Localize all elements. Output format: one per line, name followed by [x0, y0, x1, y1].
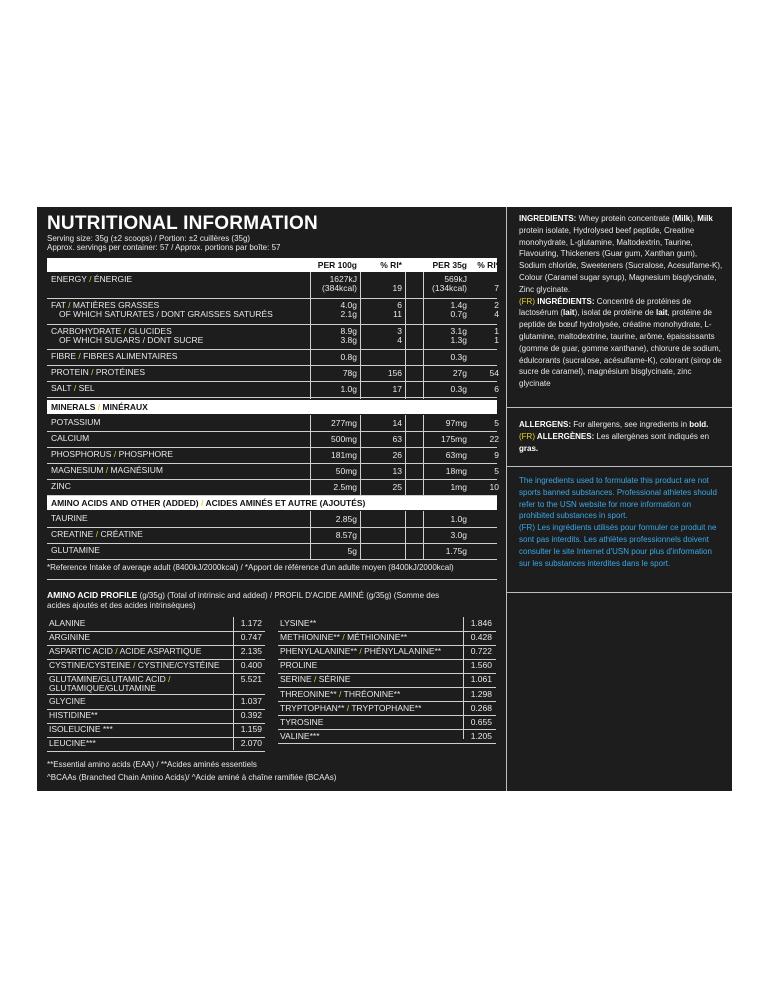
label-slash: /: [71, 383, 79, 393]
cell: 500mg: [331, 434, 357, 444]
label-fr: PHOSPHORE: [118, 449, 173, 459]
row-label: [51, 465, 163, 475]
label-slash: /: [311, 674, 319, 685]
amino-fr: PHÉNYLALANINE**: [364, 646, 442, 657]
amino-en: METHIONINE**: [280, 632, 340, 643]
cell: 5: [494, 418, 499, 428]
amino-label: [49, 660, 220, 670]
amino-en: HISTIDINE**: [49, 710, 98, 721]
cell: 1.75g: [445, 546, 467, 556]
table-row: [47, 465, 497, 479]
amino-value: 0.428: [470, 632, 492, 643]
table-row: [47, 529, 497, 543]
amino-profile-title: [47, 590, 439, 600]
cell: 63: [392, 434, 402, 444]
nutrition-facts-section: [37, 207, 506, 791]
amino-value: 5.521: [240, 674, 262, 685]
table-row: [47, 513, 497, 527]
column-line: [405, 511, 406, 559]
allergens: [519, 419, 724, 454]
cell: 1: [494, 326, 499, 336]
amino-label: [280, 632, 407, 642]
column-line: [360, 415, 361, 495]
cell: 54: [489, 368, 499, 378]
allergens-text-en: For allergens, see ingredients in: [571, 420, 690, 429]
row-divider: [47, 298, 497, 299]
table-header: [47, 258, 497, 272]
divider: [507, 592, 732, 593]
ingredients-text-fr: Concentré de protéines de lactosérum (lait), isolat de protéine de lait, protéine de peptide de bœuf hydrolysée, créatine monohydrate, L- glutamine, maltodextrine, taurine, arôme, épaississants (gomme de guar, gomme xanthane), chlorure de sodium, édulcorants (sucralose, acésulfame-K), colorant (sirop de sucre de caramel), magnésium bisglycinate, zinc glycinate: [519, 296, 722, 389]
cell: 4: [397, 335, 402, 345]
amino-en: PROLINE: [280, 660, 318, 671]
row-divider: [47, 463, 497, 464]
amino-label: [49, 618, 85, 628]
amino-en: CYSTINE/CYSTEINE: [49, 660, 131, 671]
label-en: ENERGY: [51, 274, 87, 284]
cell: 26: [392, 450, 402, 460]
sports-notice-fr: (FR) Les ingrédients utilisés pour formuler ce produit ne sont pas interdits. Les athlètes professionnels doivent consulter le site Internet d'USN pour plus d'information sur les substances interdites dans le sport.: [519, 523, 717, 568]
amino-value: 0.655: [470, 716, 492, 727]
label-en: ZINC: [51, 481, 71, 491]
cell: 7: [494, 283, 499, 293]
amino-footnote-1: **Essential amino acids (EAA) / **Acides aminés essentiels: [47, 760, 257, 769]
header-en: AMINO ACIDS AND OTHER (ADDED): [51, 498, 199, 508]
label-slash: /: [93, 529, 101, 539]
page-title: NUTRITIONAL INFORMATION: [47, 213, 318, 234]
cell: 1.0g: [340, 384, 357, 394]
amino-label: [49, 724, 113, 734]
cell: 5g: [347, 546, 357, 556]
label-fr: PROTÉINES: [95, 367, 145, 377]
ingredients-en: [519, 213, 724, 390]
cell: 1: [494, 335, 499, 345]
amino-en: TRYPTOPHAN**: [280, 702, 345, 713]
row-label: [51, 433, 89, 443]
cell: (384kcal): [322, 283, 357, 293]
amino-value: 0.747: [240, 632, 262, 643]
table-row: [47, 481, 497, 495]
label-en: SALT: [51, 383, 72, 393]
ingredients-label: INGREDIENTS:: [519, 214, 577, 223]
row-label: [51, 367, 145, 377]
label-slash: /: [103, 465, 111, 475]
cell: 4: [494, 309, 499, 319]
cell: 3: [397, 326, 402, 336]
cell: 277mg: [331, 418, 357, 428]
allergens-label-fr: ALLERGÈNES:: [535, 431, 595, 441]
label-slash: /: [344, 702, 352, 713]
header-label: [51, 498, 365, 508]
label-en: FAT: [51, 300, 66, 310]
amino-value: 2.135: [240, 646, 262, 657]
cell: 1.4g: [450, 300, 467, 310]
cell: 25: [392, 482, 402, 492]
amino-acids-header: [47, 496, 497, 510]
allergens-bold-en: bold.: [689, 420, 709, 429]
amino-label: [280, 717, 323, 727]
row-divider: [47, 447, 497, 448]
table-row: [47, 433, 497, 447]
label-slash: /: [121, 326, 129, 336]
row-label: [51, 545, 100, 555]
amino-en: TYROSINE: [280, 716, 324, 727]
cell: 1627kJ: [329, 274, 357, 284]
amino-en: THREONINE**: [280, 688, 337, 699]
label-fr: MAGNÉSIUM: [110, 465, 163, 475]
amino-en: VALINE***: [280, 730, 320, 741]
column-line: [423, 511, 424, 559]
column-line: [405, 415, 406, 495]
amino-label: [49, 738, 96, 748]
cell: 18mg: [445, 466, 467, 476]
row-divider: [47, 431, 497, 432]
amino-en: ASPARTIC ACID: [49, 646, 113, 657]
column-line: [310, 415, 311, 495]
row-divider: [47, 324, 497, 325]
cell: 3.0g: [450, 530, 467, 540]
column-line: [310, 511, 311, 559]
amino-value: 1.205: [470, 730, 492, 741]
row-label: [51, 513, 88, 523]
label-slash: /: [112, 646, 120, 657]
cell: 8.9g: [340, 326, 357, 336]
header-fr: MINÉRAUX: [102, 402, 148, 412]
column-line: [360, 272, 361, 399]
amino-label: [280, 731, 320, 741]
table-row: [47, 383, 497, 397]
label-en: POTASSIUM: [51, 417, 101, 427]
column-line: [423, 415, 424, 495]
amino-fr: ACIDE ASPARTIQUE: [119, 646, 202, 657]
cell: 6: [397, 300, 402, 310]
table-row: [47, 274, 497, 298]
column-line: [360, 511, 361, 559]
amino-profile-title-bold: AMINO ACID PROFILE: [47, 590, 138, 600]
table-row: [47, 351, 497, 365]
amino-label: [49, 632, 90, 642]
row-divider: [47, 559, 497, 560]
cell: 63mg: [445, 450, 467, 460]
cell: 181mg: [331, 450, 357, 460]
cell: 11: [393, 309, 402, 319]
fr-tag: (FR): [519, 296, 535, 306]
cell: 0.3g: [450, 352, 467, 362]
cell: 2: [494, 300, 499, 310]
amino-en: LYSINE**: [280, 618, 317, 628]
divider: [507, 466, 732, 467]
row-sublabel: OF WHICH SUGARS / DONT SUCRE: [59, 335, 204, 345]
cell: 17: [392, 384, 402, 394]
cell: 156: [387, 368, 402, 378]
cell: 6: [494, 384, 499, 394]
cell: 569kJ: [444, 274, 467, 284]
label-en: TAURINE: [51, 513, 88, 523]
row-label: [51, 449, 173, 459]
label-en: FIBRE: [51, 351, 77, 361]
header-slash: /: [95, 402, 103, 412]
amino-fr: MÉTHIONINE**: [347, 632, 408, 643]
label-en: CREATINE: [51, 529, 94, 539]
header-3: PER 35g: [432, 260, 467, 270]
amino-en: ISOLEUCINE ***: [49, 724, 113, 735]
cell: 22: [489, 434, 499, 444]
row-label: [51, 274, 132, 284]
amino-value: 1.846: [470, 618, 492, 628]
header-4: % RI*: [477, 260, 499, 270]
amino-label-line2: GLUTAMIQUE/GLUTAMINE: [49, 683, 156, 694]
label-fr: MATIÈRES GRASSES: [72, 300, 160, 310]
row-divider: [47, 381, 497, 382]
amino-value: 1.061: [470, 674, 492, 685]
row-sublabel: OF WHICH SATURATES / DONT GRAISSES SATURÉS: [59, 309, 273, 319]
amino-fr: THRÉONINE**: [343, 688, 401, 699]
sports-notice: [519, 475, 724, 569]
amino-value: 2.070: [240, 738, 262, 749]
label-slash: /: [88, 367, 96, 377]
label-slash: /: [111, 449, 119, 459]
cell: 50mg: [335, 466, 357, 476]
table-row: [47, 300, 497, 324]
row-divider: [47, 365, 497, 366]
header-label: [51, 402, 148, 412]
amino-en: ALANINE: [49, 618, 86, 628]
amino-en: SERINE: [280, 674, 312, 685]
serving-size: Serving size: 35g (±2 scoops) / Portion: ±2 cuillères (35g): [47, 234, 251, 243]
header-en: MINERALS: [51, 402, 96, 412]
label-slash: /: [65, 300, 73, 310]
table-row: [47, 545, 497, 559]
cell: 5: [494, 466, 499, 476]
row-divider: [47, 349, 497, 350]
cell: (134kcal): [432, 283, 467, 293]
cell: 97mg: [445, 418, 467, 428]
cell: 13: [392, 466, 402, 476]
row-divider: [47, 543, 497, 544]
amino-label: [280, 646, 441, 656]
ingredients-text-en: Whey protein concentrate (Milk), Milk protein isolate, Hydrolysed beef peptide, Creatine monohydrate, L-glutamine, Maltodextrin, Taurine, Flavouring, Thickeners (Guar gum, Xanthan gum), Sodium chloride, Sweeteners (Sucralose, Acesulfame-K), Colour (Caramel sugar syrup), Magnesium bisglycinate, Zinc glycinate.: [519, 214, 723, 294]
amino-value: 0.722: [470, 646, 492, 657]
amino-fr: CYSTINE/CYSTÉINE: [137, 660, 220, 671]
label-fr: ÉNERGIE: [93, 274, 133, 284]
amino-profile-title-line2: acides ajoutés et des acides intrinsèques): [47, 601, 196, 610]
amino-divider: [47, 751, 265, 752]
column-line: [405, 272, 406, 399]
minerals-header: [47, 400, 497, 414]
amino-col-line: [233, 617, 234, 750]
cell: 27g: [452, 368, 467, 378]
cell: 2.1g: [340, 309, 357, 319]
row-divider: [47, 527, 497, 528]
cell: 0.3g: [450, 384, 467, 394]
row-label: [51, 529, 143, 539]
label-en: PHOSPHORUS: [51, 449, 112, 459]
amino-value: 1.037: [240, 696, 262, 706]
servings-per-container: Approx. servings per container: 57 / Approx. portions par boîte: 57: [47, 243, 281, 252]
table-row: [47, 449, 497, 463]
table-footnote: *Reference Intake of average adult (8400kJ/2000kcal) / *Apport de référence d'un adulte moyen (8400kJ/2000kcal): [47, 563, 454, 572]
column-line: [310, 272, 311, 399]
amino-value: 0.268: [470, 702, 492, 713]
cell: 2.85g: [335, 514, 357, 524]
amino-value: 1.172: [240, 618, 262, 628]
amino-value: 1.159: [240, 724, 262, 735]
allergens-bold-fr: gras.: [519, 443, 539, 453]
cell: 10: [489, 482, 499, 492]
amino-value: 0.400: [240, 660, 262, 671]
header-fr: ACIDES AMINÉS ET AUTRE (AJOUTÉS): [205, 498, 366, 508]
divider: [507, 407, 732, 408]
row-label: [51, 481, 71, 491]
amino-en: GLYCINE: [49, 696, 86, 706]
allergens-text-fr: Les allergènes sont indiqués en: [594, 431, 710, 441]
column-line: [423, 272, 424, 399]
header-2: % RI*: [380, 260, 402, 270]
row-divider: [47, 397, 497, 398]
cell: 1.0g: [450, 514, 467, 524]
amino-col-line: [463, 617, 464, 739]
amino-fr: TRYPTOPHANE**: [351, 702, 422, 713]
amino-label: [280, 689, 400, 699]
cell: 3.1g: [450, 326, 467, 336]
amino-en: GLUTAMINE/GLUTAMIC ACID: [49, 674, 166, 685]
row-label: [51, 383, 95, 393]
label-slash: /: [165, 674, 171, 685]
cell: 175mg: [441, 434, 467, 444]
row-divider: [47, 579, 497, 580]
cell: 0.7g: [450, 309, 467, 319]
amino-value: 1.560: [470, 660, 492, 671]
cell: 19: [392, 283, 402, 293]
amino-label: [280, 660, 317, 670]
fr-tag: (FR): [519, 431, 535, 441]
row-label: [51, 351, 177, 361]
allergens-label: ALLERGENS:: [519, 420, 571, 429]
table-row: [47, 367, 497, 381]
amino-value: 0.392: [240, 710, 262, 721]
table-row: [47, 417, 497, 431]
amino-en: ARGININE: [49, 632, 91, 643]
amino-label: [49, 646, 201, 656]
ingredients-section: [507, 207, 732, 791]
nutrition-panel: [37, 207, 732, 791]
label-fr: SEL: [78, 383, 95, 393]
cell: 1mg: [450, 482, 467, 492]
amino-footnote-2: ^BCAAs (Branched Chain Amino Acids)/ ^Acide aminé à chaîne ramifiée (BCAAs): [47, 773, 337, 782]
cell: 1.3g: [450, 335, 467, 345]
label-slash: /: [357, 646, 365, 657]
cell: 9: [494, 450, 499, 460]
amino-value: 1.298: [470, 688, 492, 699]
label-en: PROTEIN: [51, 367, 89, 377]
cell: 0.8g: [340, 352, 357, 362]
cell: 14: [392, 418, 402, 428]
label-slash: /: [130, 660, 138, 671]
label-fr: CRÉATINE: [100, 529, 143, 539]
header-slash: /: [198, 498, 206, 508]
label-slash: /: [76, 351, 84, 361]
row-divider: [47, 479, 497, 480]
cell: 78g: [342, 368, 357, 378]
amino-profile-title-rest: (g/35g) (Total of intrinsic and added) / PROFIL D'ACIDE AMINÉ (g/35g) (Somme des: [137, 591, 440, 600]
label-en: GLUTAMINE: [51, 545, 100, 555]
label-en: CARBOHYDRATE: [51, 326, 122, 336]
cell: 3.8g: [340, 335, 357, 345]
amino-en: LEUCINE***: [49, 738, 96, 749]
cell: 4.0g: [340, 300, 357, 310]
label-fr: GLUCIDES: [128, 326, 172, 336]
amino-label: [280, 674, 350, 684]
label-fr: FIBRES ALIMENTAIRES: [83, 351, 178, 361]
amino-label: [49, 696, 86, 706]
amino-label: [280, 618, 316, 628]
amino-divider: [278, 743, 496, 744]
amino-en: PHENYLALANINE**: [280, 646, 358, 657]
label-slash: /: [336, 688, 344, 699]
ingredients-label-fr: INGRÉDIENTS:: [535, 296, 595, 306]
label-en: CALCIUM: [51, 433, 90, 443]
amino-label: [49, 710, 98, 720]
sports-notice-en: The ingredients used to formulate this product are not sports banned substances. Professional athletes should refer to the USN website for more information on prohibited substances in sport.: [519, 476, 717, 521]
header-1: PER 100g: [317, 260, 357, 270]
table-row: [47, 326, 497, 349]
row-label: [51, 417, 100, 427]
cell: 2.5mg: [333, 482, 357, 492]
label-en: MAGNESIUM: [51, 465, 104, 475]
amino-fr: SÉRINE: [318, 674, 351, 685]
cell: 8.57g: [335, 530, 357, 540]
amino-label: [280, 703, 421, 713]
label-slash: /: [86, 274, 94, 284]
label-slash: /: [339, 632, 348, 643]
